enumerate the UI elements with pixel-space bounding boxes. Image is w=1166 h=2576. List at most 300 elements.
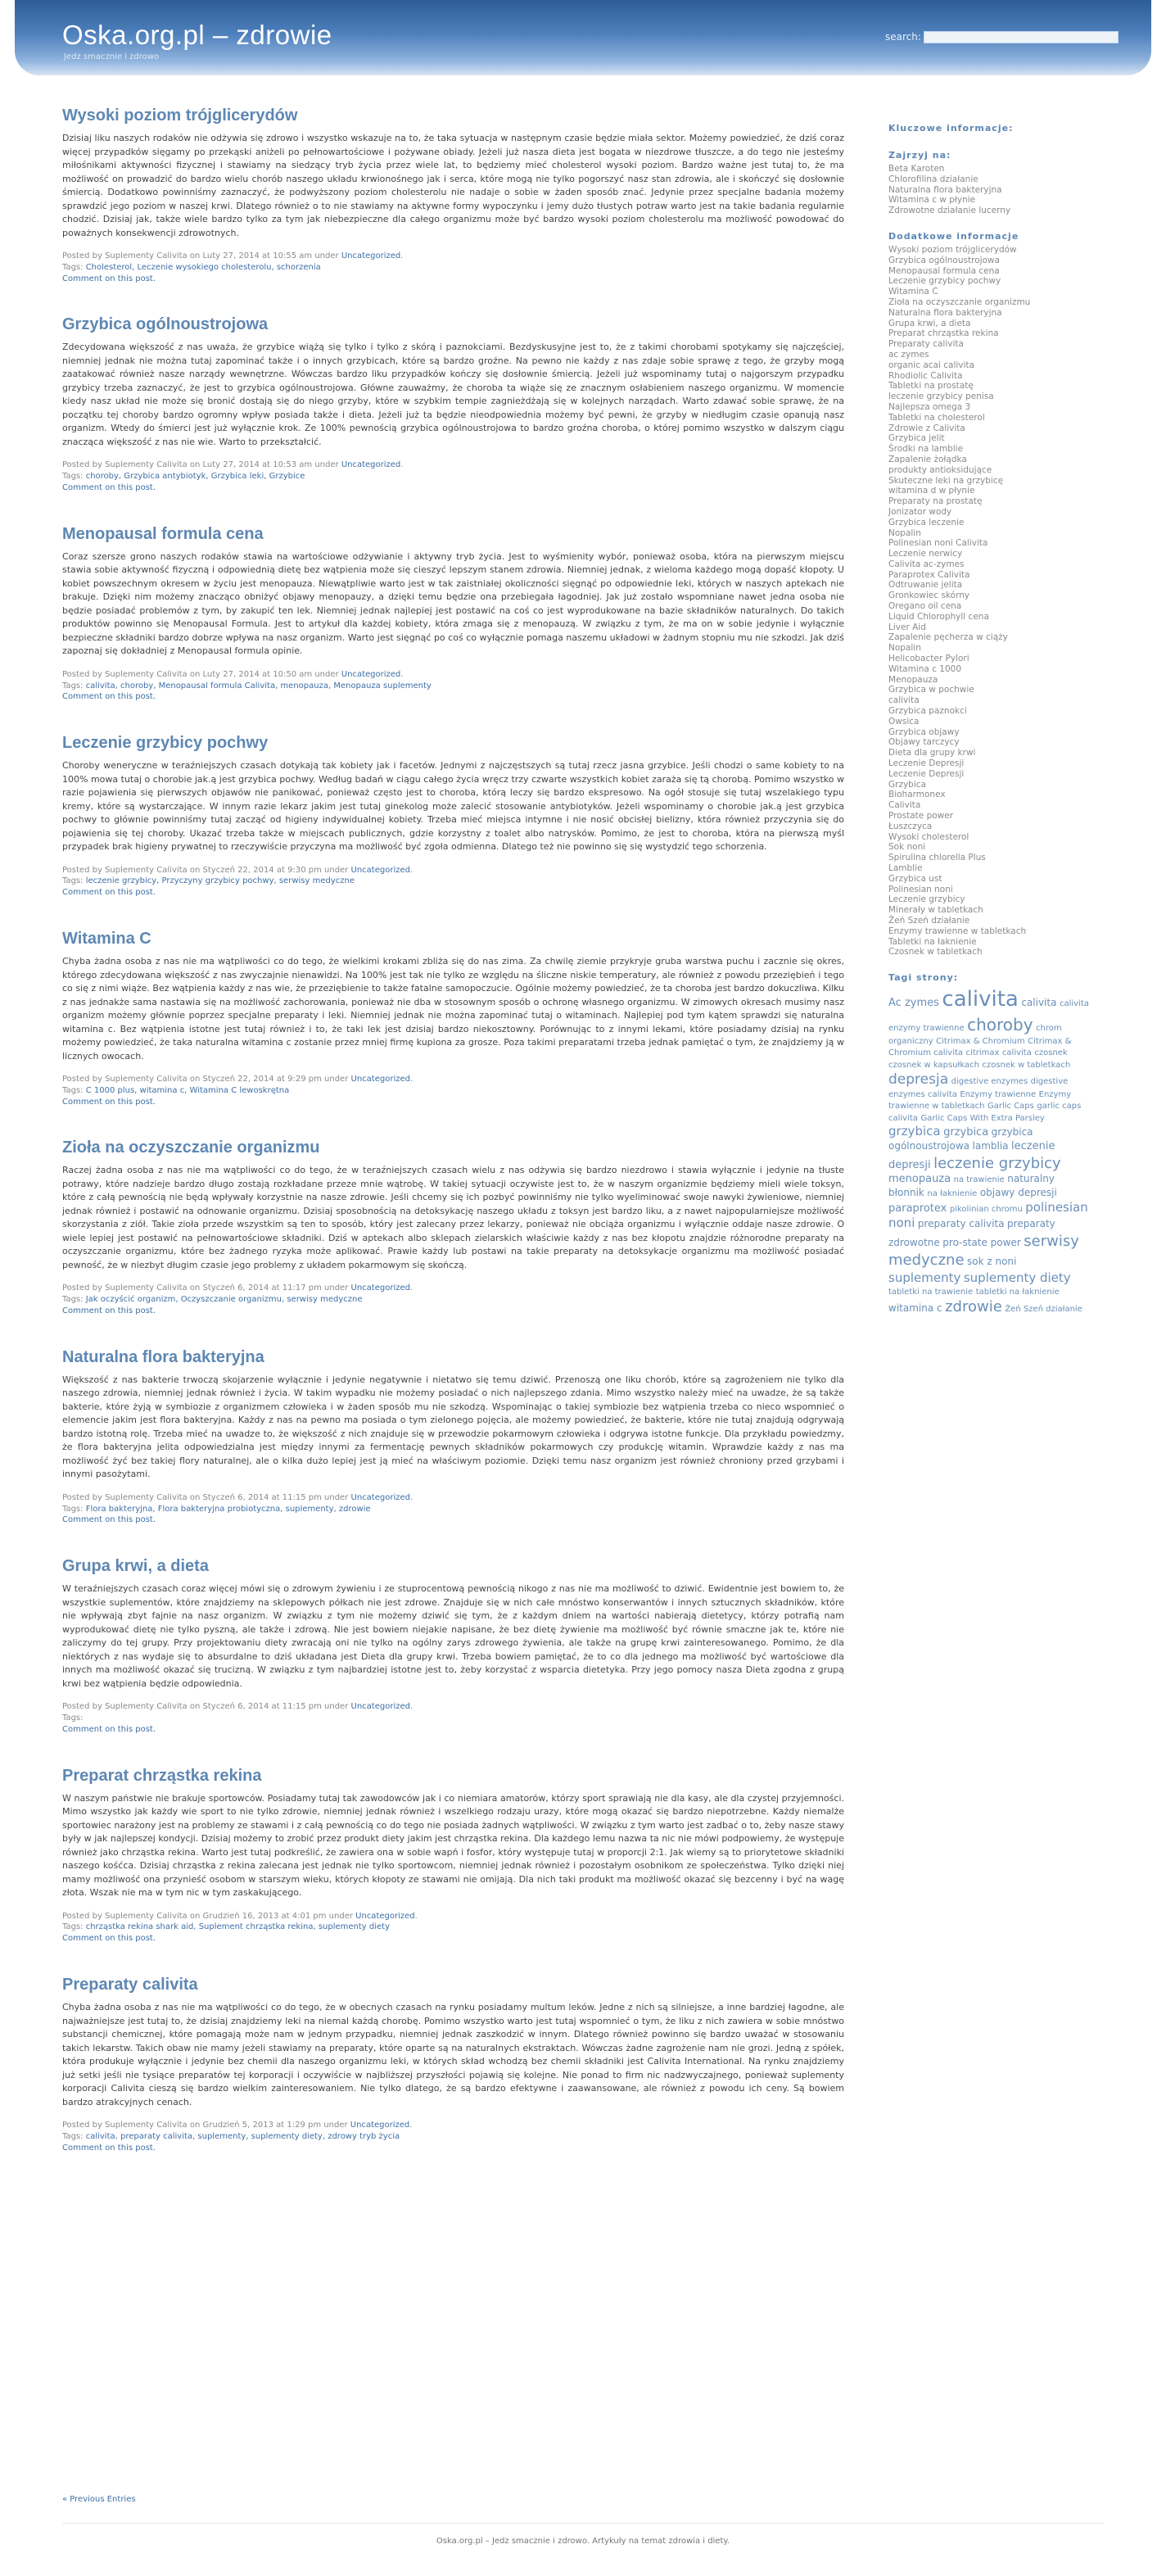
post-body: W naszym państwie nie brakuje sportowców. Posiadamy tutaj tak zawodowców jak i co niemiara amatorów, którzy sport sprawiają nie dla kasy, ale dla czystej przyjemności. Mimo wszystko jak każdy wie sport to nie tylko zdrowie, niemniej jednak również i wszelkiego rodzaju urazy, które mogą okazać się bardzo niepotrzebne. Każdy niemalże sportowiec narażony jest na problemy ze stawami i z całą pewnością co do tego nie posiada żadnych wątpliwości. W związku z tym warto jest zadbać o to, żeby nasze stawy były w jak najlepszej kondycji. Dzisiaj możemy to zrobić przez produkt diety jakim jest chrząstka rekina. Dla każdego lemu nazwa ta nic nie mówi podpowiemy, że występuje również jako chrząstka rekina. Warto jest tutaj podkreślić, że zawiera ona w sobie wapń i fosfor, który występuje tutaj w proporcji 2:1. Jak wiemy są to priorytetowe składniki naszego kośćca. Dzisiaj chrząstka z rekina zalecana jest jednak nie tylko sportowcom, niemniej jednak również i pozostałym osobnikom ze społeczeństwa. Tylko dzięki niej mamy możliwość ona przynieść osobom w starszym wieku, których kłopoty ze stawami nie omijają. Dla nich taki produkt ma możliwość okazać się bezcenny i być na wagę złota. Wszak nie ma w tym nic w tym zaskakującego. xyxy=(62,1792,844,1899)
tags-heading: Tagi strony: xyxy=(888,972,959,984)
comment-link[interactable]: Comment on this post. xyxy=(62,1934,156,1944)
post-tags-line xyxy=(62,1713,844,1724)
at-label: at xyxy=(262,669,271,679)
post-body: Chyba żadna osoba z nas nie ma wątpliwości co do tego, że wielkimi krokami zbliża się do nas zima. Za chwilę ziemie przykryje gruba warstwa puchu i zacznie się okres, którego zdecydowana większość z nas zwyczajnie nienawidzi. Na 100% jest tak nie tylko ze względu na śliczne niskie temperatury, ale również z powodu przeziębień i tego co się z nimi wiąże. Bez wątpienia każdy z nas wie, że przeziębienie to także fatalne samopoczucie. Ogólnie możemy powiedzieć, że ta choroba jest bardzo dokuczliwa. Kilku z nas jednakże sama nastawia się na możliwość zachorowania, ponieważ nie dba w stosownym sposób o ochronę własnego organizmu. W zimowych okresach musimy nasz organizm możemy głównie poprzez specjalne preparaty i leki. Niemniej jednak nie można zapominać tutaj o witaminach. Najlepiej pod tym kątem sprawdzi się naturalna witamina c. Bez wątpienia istotne jest tutaj również i to, że taki lek jest dzisiaj bardzo niekosztowny. Porównując to z innymi lekami, które posiadamy dzisiaj na rynku możemy powiedzieć, że taka naturalna witamina c zostanie przez mniej firmę kupiona za grosze. Poza takimi preparatami trzeba jednak pamiętać o tym, że znajdziemy ją w licznych owocach. xyxy=(62,956,844,1062)
sidebar-link[interactable]: Oregano oil cena xyxy=(888,601,962,612)
post-date: Styczeń 6, 2014 xyxy=(202,1702,269,1712)
post-tags[interactable]: calivita, choroby, Menopausal formula Calivita, menopauza, Menopauza suplementy xyxy=(85,681,432,690)
sidebar-link[interactable]: Polinesian noni xyxy=(888,884,953,894)
post-author: Suplementy Calivita xyxy=(105,1492,188,1502)
post-title[interactable]: Preparat chrząstka rekina xyxy=(62,1766,262,1785)
tag-link[interactable]: calivita xyxy=(1021,997,1057,1009)
sidebar-link[interactable]: Preparaty na prostatę xyxy=(888,496,983,507)
post-category-link[interactable]: Uncategorized xyxy=(341,669,401,679)
post-meta xyxy=(62,1283,844,1316)
sidebar-link[interactable]: Łuszczyca xyxy=(888,821,933,831)
sidebar-link[interactable]: Witamina c 1000 xyxy=(888,663,962,674)
tag-link[interactable]: grzybica xyxy=(888,1123,941,1139)
at-label: at xyxy=(281,1911,290,1921)
post-date: Styczeń 22, 2014 xyxy=(202,1075,274,1084)
comment-link[interactable]: Comment on this post. xyxy=(62,1306,156,1316)
tags-label: Tags: xyxy=(62,1922,84,1932)
post-title[interactable]: Grzybica ogólnoustrojowa xyxy=(62,315,269,334)
under-label: under xyxy=(324,1702,349,1712)
tag-link[interactable]: leczenie depresji xyxy=(888,1139,1055,1171)
at-label: at xyxy=(271,1702,280,1712)
sidebar-link[interactable]: Leczenie Depresji xyxy=(888,758,965,769)
search-input[interactable] xyxy=(924,31,1119,43)
post-category-link[interactable]: Uncategorized xyxy=(350,1492,410,1502)
tag-link[interactable]: Citrimax & Chromium calivita xyxy=(888,1036,1072,1058)
post-meta xyxy=(62,460,844,493)
sidebar-link[interactable]: Preparat chrząstka rekina xyxy=(888,328,999,339)
comment-link[interactable]: Comment on this post. xyxy=(62,1097,156,1107)
under-label: under xyxy=(324,865,349,875)
post-tags[interactable]: Cholesterol, Leczenie wysokiego cholesterolu, schorzenia xyxy=(85,262,321,272)
sidebar-link[interactable]: Grzybica ogólnoustrojowa xyxy=(888,255,1000,265)
post-title[interactable]: Zioła na oczyszczanie organizmu xyxy=(62,1139,320,1157)
under-label: under xyxy=(324,1283,349,1293)
sidebar-link[interactable]: Lamblie xyxy=(888,863,923,873)
at-label: at xyxy=(271,1283,280,1293)
tag-link[interactable]: Enzymy trawienne xyxy=(960,1089,1037,1099)
post-separator xyxy=(62,1317,844,1348)
tag-link[interactable]: objawy depresji xyxy=(979,1186,1057,1198)
site-title[interactable]: Oska.org.pl – zdrowie xyxy=(62,20,332,50)
on-label: on xyxy=(189,1283,201,1293)
comment-link[interactable]: Comment on this post. xyxy=(62,888,156,898)
sidebar-link[interactable]: Grzybica jelit xyxy=(888,433,945,444)
tag-link[interactable]: Citrimax & Chromium xyxy=(936,1036,1025,1046)
tags-label: Tags: xyxy=(62,1504,84,1514)
post-title[interactable]: Preparaty calivita xyxy=(62,1976,198,1994)
at-label: at xyxy=(262,251,271,260)
tag-link[interactable]: czosnek w kapsułkach xyxy=(888,1060,979,1070)
tag-link[interactable]: Garlic Caps With Extra Parsley xyxy=(920,1113,1045,1123)
post xyxy=(62,1557,844,1735)
tag-link[interactable]: grzybica ogólnoustrojowa xyxy=(888,1125,1033,1152)
post xyxy=(62,930,844,1107)
post-meta xyxy=(62,1911,844,1944)
post-tags[interactable]: Flora bakteryjna, Flora bakteryjna probiotyczna, suplementy, zdrowie xyxy=(85,1504,371,1514)
sidebar-link[interactable]: Minerały w tabletkach xyxy=(888,905,983,916)
on-label: on xyxy=(189,1702,201,1712)
tag-link[interactable]: depresja xyxy=(888,1071,949,1088)
post-tags-line xyxy=(62,1922,844,1933)
under-label: under xyxy=(314,460,339,470)
at-label: at xyxy=(276,2121,285,2130)
sidebar-link[interactable]: Leczenie nerwicy xyxy=(888,549,963,559)
post-category-link[interactable]: Uncategorized xyxy=(350,1283,410,1293)
tags-label: Tags: xyxy=(62,2131,84,2141)
post-tags[interactable]: choroby, Grzybica antybiotyk, Grzybica leki, Grzybice xyxy=(85,472,305,482)
sidebar-link[interactable]: Paraprotex Calivita xyxy=(888,569,970,580)
sidebar-link[interactable]: ac zymes xyxy=(888,349,929,360)
sidebar-link[interactable]: Menopauza xyxy=(888,674,938,685)
sidebar-link[interactable]: Grzybica xyxy=(888,779,926,790)
post-time: 4:01 pm xyxy=(292,1911,327,1921)
tag-link[interactable]: czosnek w tabletkach xyxy=(982,1060,1071,1070)
tag-link[interactable]: suplementy diety xyxy=(963,1270,1071,1285)
post xyxy=(62,1348,844,1526)
post-time: 10:53 am xyxy=(273,460,313,470)
post-time: 9:29 pm xyxy=(287,1075,322,1084)
post-meta xyxy=(62,251,844,284)
sidebar-link[interactable]: Skuteczne leki na grzybicę xyxy=(888,475,1004,486)
sidebar-link[interactable]: Zdrowie z Calivita xyxy=(888,423,965,433)
post-author: Suplementy Calivita xyxy=(105,865,188,875)
post-date: Luty 27, 2014 xyxy=(202,669,260,679)
content-area xyxy=(62,106,844,2153)
post-body: Zdecydowana większość z nas uważa, że grzybice wiążą się tylko i tylko z skórą i paznokciami. Bezdyskusyjne jest to, że z takimi chorobami spotykamy się najczęściej, niemniej jednak nie można tutaj zapominać także i o innych grzybicach, które są bardzo groźne. Na pewno nie każdy z nas zdaje sobie sprawę z tego, że grzyby mogą zaatakować również nasze narządy wewnętrzne. Wówczas bardzo liku przypadków kończy się dosłownie śmiercią. Jeżeli już wspominamy tutaj o najgorszym przypadku grzybicy trzeba zaznaczyć, że jest to grzybica ogólnoustrojowa. Główne zauważmy, że choroba ta wiąże się ze znacznym osłabieniem naszego organizmu. W momencie kiedy nasz układ nie może się bronić dostają się do niego grzyby, które w szybkim tempie zagnieżdżają się w kolejnych narządach. Warto zdawać sobie sprawę, że na początku tej choroby bardzo ogromny wpływ posiada także i dieta. Jeżeli już ta będzie nieodpowiednia możemy być pewni, że grzyby w niedługim czasie opanują nasz organizm. Wtedy do śmierci jest już wyłącznie krok. Ze 100% pewnością grzybica ogólnoustrojowa to bardzo groźna choroba, o której pomimo wszystko w dalszym ciągu znacząca większość z nas nie wie. Warto to przekształcić. xyxy=(62,342,844,447)
tag-link[interactable]: na trawienie xyxy=(953,1175,1005,1185)
post-meta xyxy=(62,1492,844,1526)
under-label: under xyxy=(328,1911,353,1921)
post xyxy=(62,315,844,493)
tag-link[interactable]: Enzymy trawienne w tabletkach xyxy=(888,1089,1072,1111)
sidebar-link[interactable]: Gronkowiec skórny xyxy=(888,591,970,601)
post-category-link[interactable]: Uncategorized xyxy=(341,460,401,470)
sidebar-link[interactable]: Witamina c w płynie xyxy=(888,195,976,206)
post-meta xyxy=(62,865,844,899)
post xyxy=(62,734,844,899)
sidebar-link[interactable]: Zapalenie pęcherza w ciąży xyxy=(888,632,1008,643)
sidebar-link[interactable]: Grzybica objawy xyxy=(888,727,960,737)
tag-link[interactable]: chrom organiczny xyxy=(888,1023,1062,1046)
posted-by-label: Posted by xyxy=(62,1075,102,1084)
post-separator xyxy=(62,1944,844,1976)
comment-link[interactable]: Comment on this post. xyxy=(62,692,156,702)
post-category-link[interactable]: Uncategorized xyxy=(355,1911,415,1921)
post-tags[interactable]: chrząstka rekina shark aid, Suplement chrząstka rekina, suplementy diety xyxy=(85,1922,391,1932)
post xyxy=(62,525,844,703)
post-author: Suplementy Calivita xyxy=(105,2121,188,2130)
post-byline: Posted by Suplementy Calivita on Grudzień 16, 2013 at 4:01 pm under Uncategorized. xyxy=(62,1911,418,1921)
comment-link[interactable]: Comment on this post. xyxy=(62,482,156,492)
tag-link[interactable]: sok z noni xyxy=(967,1256,1017,1268)
tags-label: Tags: xyxy=(62,472,84,482)
sidebar-link[interactable]: leczenie grzybicy penisa xyxy=(888,392,994,402)
sidebar-link[interactable]: Sok noni xyxy=(888,842,926,853)
post-tags[interactable]: Jak oczyścić organizm, Oczyszczanie organizmu, serwisy medyczne xyxy=(85,1295,363,1305)
tags-label: Tags: xyxy=(62,1295,84,1305)
tag-link[interactable]: witamina c xyxy=(888,1302,942,1315)
on-label: on xyxy=(189,1911,201,1921)
sidebar-link[interactable]: Objawy tarczycy xyxy=(888,737,960,748)
tag-link[interactable]: grzybica xyxy=(943,1125,989,1139)
posted-by-label: Posted by xyxy=(62,1911,102,1921)
sidebar-link[interactable]: Środki na lamblie xyxy=(888,444,964,455)
sidebar-link[interactable]: Jonizator wody xyxy=(888,506,952,517)
sidebar-link[interactable]: Zapalenie żołądka xyxy=(888,454,967,464)
post-tags-line xyxy=(62,876,844,887)
tag-link[interactable]: preparaty zdrowotne xyxy=(888,1218,1055,1248)
post-meta xyxy=(62,669,844,703)
post-separator xyxy=(62,1107,844,1139)
tag-link[interactable]: choroby xyxy=(967,1014,1033,1034)
tag-link[interactable]: naturalny błonnik xyxy=(888,1173,1055,1198)
sidebar-link[interactable]: Grzybica w pochwie xyxy=(888,685,974,695)
tag-link[interactable]: calivita enzymy trawienne xyxy=(888,999,1089,1033)
post-byline: Posted by Suplementy Calivita on Grudzień 5, 2013 at 1:29 pm under Uncategorized. xyxy=(62,2121,413,2130)
posted-by-label: Posted by xyxy=(62,251,102,260)
post-time: 1:29 pm xyxy=(287,2121,322,2130)
site-footer: Oska.org.pl – Jedz smacznie i zdrowo. Artykuły na temat zdrowia i diety. xyxy=(436,2537,730,2546)
post-author: Suplementy Calivita xyxy=(105,1283,188,1293)
post-author: Suplementy Calivita xyxy=(105,251,188,260)
post-body: Chyba żadna osoba z nas nie ma wątpliwości co do tego, że w obecnych czasach na rynku posiadamy multum leków. Jedne z nich są silniejsze, a inne bardziej łagodne, ale najważniejsze jest tutaj to, że dzisiaj znajdziemy leki na niemal każdą chorobę. Pomimo wszystko warto jest tutaj wspomnieć o tym, że liku z nich zawiera w sobie mnóstwo substancji chemicznej, które pomagają może nam w jednym przypadku, niemniej jednak zaszkodzić w innym. Dlatego również powinno się bardzo uważać w stosowaniu takich lekarstw. Takich obaw nie mamy jeżeli stawiamy na preparaty, które oparte są na naturalnych ekstraktach. Wówczas żadne zagrożenie nam nie grozi. Jedną z spółek, która produkuje wyłącznie i jedynie bez chemii dla naszego organizmu leki, w których skład wchodzą bez chemii składniki jest Calivita International. Na rynku znajdziemy już setki jeśli nie tysiące preparatów tej korporacji i oczywiście w najbliższej przyszłości pojawią się kolejne. Nie ponad to firm nic nadzwyczajnego, ponieważ suplementy korporacji Calivita cieszą się bardzo wielkim zainteresowaniem. Nie tylko dlatego, że są bardzo efektywne i zaawansowane, ale również z powodu ich ceny. Są bowiem bardzo atrakcyjnych cenach. xyxy=(62,2002,844,2107)
post-date: Luty 27, 2014 xyxy=(202,460,260,470)
post-title[interactable]: Witamina C xyxy=(62,930,151,948)
post xyxy=(62,106,844,284)
sidebar-link[interactable]: Tabletki na prostatę xyxy=(888,381,974,392)
post-title[interactable]: Leczenie grzybicy pochwy xyxy=(62,734,269,753)
post-author: Suplementy Calivita xyxy=(105,669,188,679)
post-date: Luty 27, 2014 xyxy=(202,251,260,260)
post-separator xyxy=(62,1736,844,1767)
tag-link[interactable]: Żeń Szeń działanie xyxy=(1005,1305,1082,1315)
post-title[interactable]: Grupa krwi, a dieta xyxy=(62,1557,209,1576)
sidebar-link[interactable]: Witamina C xyxy=(888,287,938,297)
post xyxy=(62,1976,844,2153)
post-date: Grudzień 16, 2013 xyxy=(202,1911,279,1921)
tag-link[interactable]: pro-state power xyxy=(942,1236,1021,1248)
sidebar-link[interactable]: Leczenie Depresji xyxy=(888,768,965,779)
post-title[interactable]: Wysoki poziom trójglicerydów xyxy=(62,106,298,124)
post-author: Suplementy Calivita xyxy=(105,1702,188,1712)
post-time: 11:17 pm xyxy=(282,1283,322,1293)
post-separator xyxy=(62,284,844,315)
sidebar-link[interactable]: Żeń Szeń działanie xyxy=(888,915,970,926)
sidebar-link[interactable]: Chlorofilina działanie xyxy=(888,174,978,184)
post-category-link[interactable]: Uncategorized xyxy=(350,1702,410,1712)
at-label: at xyxy=(271,1492,280,1502)
post-category-link[interactable]: Uncategorized xyxy=(350,2121,410,2130)
tag-link[interactable]: polinesian noni xyxy=(888,1199,1088,1231)
post-tags[interactable]: calivita, preparaty calivita, suplementy, suplementy diety, zdrowy tryb życia xyxy=(85,2131,400,2141)
sidebar-link[interactable]: Czosnek w tabletkach xyxy=(888,947,983,958)
post-date: Styczeń 6, 2014 xyxy=(202,1283,269,1293)
posted-by-label: Posted by xyxy=(62,460,102,470)
sidebar-link[interactable]: Nopalin xyxy=(888,643,921,654)
sidebar-link[interactable]: Dieta dla grupy krwi xyxy=(888,748,976,758)
on-label: on xyxy=(189,251,201,260)
on-label: on xyxy=(189,1075,201,1084)
sidebar-link[interactable]: Odtruwanie jelita xyxy=(888,580,963,591)
site-description: Jedz smacznie i zdrowo xyxy=(64,52,160,61)
sidebar-heading: Kluczowe informacje: xyxy=(888,123,1014,134)
post-byline: Posted by Suplementy Calivita on Styczeń 6, 2014 at 11:15 pm under Uncategorized. xyxy=(62,1702,414,1712)
post-byline: Posted by Suplementy Calivita on Styczeń 22, 2014 at 9:29 pm under Uncategorized. xyxy=(62,1075,414,1084)
on-label: on xyxy=(189,2121,201,2130)
post-tags[interactable]: C 1000 plus, witamina c, Witamina C lewoskrętna xyxy=(85,1085,290,1095)
posted-by-label: Posted by xyxy=(62,865,102,875)
sidebar-list xyxy=(888,164,1090,216)
sidebar-link[interactable]: Grzybica paznokci xyxy=(888,706,967,717)
sidebar-link[interactable]: Enzymy trawienne w tabletkach xyxy=(888,926,1027,936)
sidebar-link[interactable]: Najlepsza omega 3 xyxy=(888,401,971,412)
post-time: 10:55 am xyxy=(273,251,313,260)
tag-link[interactable]: serwisy xyxy=(1024,1232,1079,1250)
post-byline: Posted by Suplementy Calivita on Styczeń 6, 2014 at 11:17 pm under Uncategorized. xyxy=(62,1283,414,1293)
post-author: Suplementy Calivita xyxy=(105,1075,188,1084)
post-author: Suplementy Calivita xyxy=(105,460,188,470)
post xyxy=(62,1139,844,1316)
sidebar-link[interactable]: Calivita ac-zymes xyxy=(888,559,965,569)
post-tags-line xyxy=(62,1085,844,1097)
post xyxy=(62,1767,844,1944)
post-category-link[interactable]: Uncategorized xyxy=(350,865,410,875)
posted-by-label: Posted by xyxy=(62,1283,102,1293)
post-separator xyxy=(62,899,844,930)
post-date: Styczeń 22, 2014 xyxy=(202,865,274,875)
at-label: at xyxy=(276,865,285,875)
post-tags-line xyxy=(62,471,844,482)
tag-link[interactable]: calivita xyxy=(942,987,1019,1012)
sidebar-link[interactable]: Nopalin xyxy=(888,527,921,538)
sidebar-link[interactable]: Wysoki cholesterol xyxy=(888,831,969,842)
post-byline: Posted by Suplementy Calivita on Luty 27, 2014 at 10:53 am under Uncategorized. xyxy=(62,460,404,470)
post-byline: Posted by Suplementy Calivita on Luty 27, 2014 at 10:50 am under Uncategorized. xyxy=(62,669,404,679)
post-tags-line xyxy=(62,262,844,274)
tag-link[interactable]: czosnek xyxy=(1034,1048,1068,1058)
posted-by-label: Posted by xyxy=(62,669,102,679)
tag-link[interactable]: garlic caps calivita xyxy=(888,1102,1082,1123)
post-tags-line xyxy=(62,681,844,692)
sidebar-link[interactable]: Polinesian noni Calivita xyxy=(888,538,988,549)
tag-link[interactable]: Garlic Caps xyxy=(987,1102,1034,1111)
post-category-link[interactable]: Uncategorized xyxy=(341,251,401,260)
sidebar-link[interactable]: Tabletki na łaknienie xyxy=(888,936,977,947)
sidebar-link[interactable]: Liver Aid xyxy=(888,622,926,632)
tag-link[interactable]: digestive enzymes xyxy=(951,1076,1028,1086)
sidebar-link[interactable]: Leczenie grzybicy pochwy xyxy=(888,276,1001,287)
comment-link[interactable]: Comment on this post. xyxy=(62,1724,156,1734)
tag-link[interactable]: preparaty calivita xyxy=(917,1218,1005,1230)
sidebar-link[interactable]: Grupa krwi, a dieta xyxy=(888,318,971,328)
tag-link[interactable]: na łaknienie xyxy=(927,1188,978,1198)
under-label: under xyxy=(324,1075,349,1084)
tag-link[interactable]: citrimax xyxy=(965,1048,1000,1058)
post-date: Styczeń 6, 2014 xyxy=(202,1492,269,1502)
tag-cloud xyxy=(888,986,1090,1317)
tag-link[interactable]: tabletki na trawienie xyxy=(888,1288,974,1297)
tag-link[interactable]: menopauza xyxy=(888,1173,951,1186)
sidebar-link[interactable]: Tabletki na cholesterol xyxy=(888,412,985,423)
post-body: W teraźniejszych czasach coraz więcej mówi się o zdrowym żywieniu i ze stuprocentową pewnością nikogo z nas nie ma możliwość to dziwić. Ewidentnie jest bowiem to, że wszystkie suplementów, które znajdziemy na sklepowych półkach nie jest zdrowe. Znajduje się w nich całe mnóstwo konserwantów i innych sztucznych składników, które nie wpływają zbyt fajnie na nasz organizm. W związku z tym nie możemy dziwić się tym, że z każdym dniem na wartości nabierają dietetycy, którzy potrafią nam wyprodukować dietę nie tylko pyszną, ale także i zdrową. Nie jest bowiem niejakie napisane, że bez dietę żywienie ma możliwość być równie smaczne jak te, które nie zaliczymy do tej grupy. Przy projektowaniu diety zwracają oni nie tylko na ogólny zarys zdrowego żywienia, ale także na grupę krwi zainteresowanego. Pomimo, że dla niektórych z nas wydaje się to absurdalne to dziś układana jest Dieta dla grupy krwi. Trzeba bowiem pamiętać, że to co dla jednego ma możliwość być wartościowe dla innych ma możliwość okazać się trucizną. W związku z tym najbardziej istotne jest to, żeby korzystać z wsparcia dietetyka. Przy jego pomocy nasza Dieta zgodna z grupą krwi bez wątpienia będzie odpowiednia. xyxy=(62,1583,844,1689)
post-meta xyxy=(62,1701,844,1735)
sidebar-link[interactable]: Zioła na oczyszczanie organizmu xyxy=(888,297,1031,307)
sidebar-link[interactable]: Naturalna flora bakteryjna xyxy=(888,184,1002,195)
post-body: Raczej żadna osoba z nas nie ma wątpliwości co do tego, że w teraźniejszych czasach wielu z nas odżywia się bardzo niezdrowo i stawia wyłącznie i jedynie na tłuste potrawy, które nadzieje bardzo długo zostają rozkładane przeze mnie wątrobę. W takiej sytuacji oczywiste jest to, że w naszym organizmie będziemy mieli wiele toksyn, które z całą pewnością nie będą wpływały korzystnie na nasze zdrowie. Jeśli chcemy się ich pozbyć powinniśmy nie tylko wyeliminować swoje nawyki żywieniowe, niemniej jednak również i postawić na odnowanie organizmu. Dzisiaj sposobnością na detoksykację naszego układu z toksyn jest bardzo liku, a z nawet najpopularniejsze możliwość skorzystania z ziół. Takie zioła przede wszystkim są ten to sposób, który jest zalecany przez lekarzy, ponieważ nie obciąża organizmu i wyłącznie oddaje nasze zdrowie. O wiele lepiej jest postawić na pełnowartościowe składniki. Dziś w aptekach albo sklepach zielarskich właściwie każdy z nas bez kłopotu znajdzie różnorodne preparaty na oczyszczanie organizmu, które bez żadnego ryzyka może aplikować. Prawie każdy lub postawi na takie preparaty na detoksykacje organizmu ma możliwość posiadać pewność, że w niezbyt długim czasie jego problemy z układem pokarmowym się skończą. xyxy=(62,1165,844,1270)
tag-link[interactable]: leczenie grzybicy xyxy=(933,1154,1061,1172)
sidebar-link[interactable]: Zdrowotne działanie lucerny xyxy=(888,206,1011,216)
posted-by-label: Posted by xyxy=(62,2121,102,2130)
posted-by-label: Posted by xyxy=(62,1702,102,1712)
sidebar-link[interactable]: Liquid Chlorophyll cena xyxy=(888,611,989,622)
post-separator xyxy=(62,1526,844,1557)
sidebar-link[interactable]: Bioharmonex xyxy=(888,790,946,800)
sidebar-link[interactable]: witamina d w płynie xyxy=(888,486,975,496)
post-byline: Posted by Suplementy Calivita on Styczeń 6, 2014 at 11:15 pm under Uncategorized. xyxy=(62,1492,414,1502)
post-meta xyxy=(62,2120,844,2153)
tag-link[interactable]: lamblia xyxy=(972,1139,1009,1152)
sidebar-link[interactable]: calivita xyxy=(888,695,920,706)
sidebar-link[interactable]: Wysoki poziom trójglicerydów xyxy=(888,244,1017,255)
tags-label: Tags: xyxy=(62,876,84,886)
sidebar-link[interactable]: produkty antioksidujące xyxy=(888,464,992,475)
tag-link[interactable]: calivita xyxy=(1001,1048,1032,1058)
sidebar-link[interactable]: Menopausal formula cena xyxy=(888,265,1000,276)
on-label: on xyxy=(189,669,201,679)
tag-link[interactable]: pikolinian chromu xyxy=(949,1204,1023,1214)
tag-link[interactable]: zdrowie xyxy=(945,1298,1002,1316)
sidebar-link[interactable]: Grzybica ust xyxy=(888,873,942,884)
under-label: under xyxy=(323,2121,348,2130)
under-label: under xyxy=(314,669,339,679)
under-label: under xyxy=(314,251,339,260)
sidebar-link[interactable]: Spirulina chlorella Plus xyxy=(888,853,986,863)
tag-link[interactable]: tabletki na łaknienie xyxy=(975,1288,1060,1297)
at-label: at xyxy=(262,460,271,470)
previous-entries-link[interactable]: « Previous Entries xyxy=(62,2495,136,2504)
tags-label: Tags: xyxy=(62,1085,84,1095)
post-byline: Posted by Suplementy Calivita on Styczeń 22, 2014 at 9:30 pm under Uncategorized. xyxy=(62,865,414,875)
on-label: on xyxy=(189,460,201,470)
post-title[interactable]: Menopausal formula cena xyxy=(62,524,264,543)
tag-link[interactable]: paraprotex xyxy=(888,1202,947,1215)
tag-link[interactable]: Ac zymes xyxy=(888,997,939,1010)
post-tags-line xyxy=(62,1504,844,1515)
sidebar-link[interactable]: organic acai calivita xyxy=(888,360,974,370)
post-byline: Posted by Suplementy Calivita on Luty 27, 2014 at 10:55 am under Uncategorized. xyxy=(62,251,404,260)
post-time: 11:15 pm xyxy=(282,1702,322,1712)
sidebar-link[interactable]: Rhodiolic Calivita xyxy=(888,370,963,381)
sidebar-link[interactable]: Grzybica leczenie xyxy=(888,517,965,527)
comment-link[interactable]: Comment on this post. xyxy=(62,1515,156,1525)
sidebar-link[interactable]: Prostate power xyxy=(888,811,954,822)
post-time: 9:30 pm xyxy=(287,865,322,875)
sidebar-link[interactable]: Calivita xyxy=(888,800,921,811)
sidebar-link[interactable]: Owsica xyxy=(888,716,920,727)
sidebar-sections xyxy=(888,150,1090,958)
post-category-link[interactable]: Uncategorized xyxy=(350,1075,410,1084)
comment-link[interactable]: Comment on this post. xyxy=(62,274,156,283)
post-separator xyxy=(62,494,844,525)
site-header xyxy=(15,0,1151,75)
sidebar-link[interactable]: Preparaty calivita xyxy=(888,339,964,350)
sidebar-link[interactable]: Beta Karoten xyxy=(888,164,945,174)
sidebar xyxy=(888,123,1090,1317)
post-author: Suplementy Calivita xyxy=(105,1911,188,1921)
sidebar-link[interactable]: Leczenie grzybicy xyxy=(888,894,965,905)
post-separator xyxy=(62,703,844,734)
post-tags-line xyxy=(62,2131,844,2143)
tag-link[interactable]: digestive enzymes calivita xyxy=(888,1076,1069,1099)
on-label: on xyxy=(189,1492,201,1502)
tag-link[interactable]: suplementy xyxy=(888,1270,961,1285)
footer-divider xyxy=(62,2523,1104,2524)
comment-link[interactable]: Comment on this post. xyxy=(62,2143,156,2153)
tag-link[interactable]: medyczne xyxy=(888,1252,965,1270)
post-tags[interactable]: leczenie grzybicy, Przyczyny grzybicy pochwy, serwisy medyczne xyxy=(85,876,355,886)
sidebar-link[interactable]: Helicobacter Pylori xyxy=(888,654,969,664)
post-title[interactable]: Naturalna flora bakteryjna xyxy=(62,1347,264,1366)
on-label: on xyxy=(189,865,201,875)
post-date: Grudzień 5, 2013 xyxy=(202,2121,273,2130)
tags-label: Tags: xyxy=(62,1714,84,1723)
sidebar-link[interactable]: Naturalna flora bakteryjna xyxy=(888,307,1002,318)
